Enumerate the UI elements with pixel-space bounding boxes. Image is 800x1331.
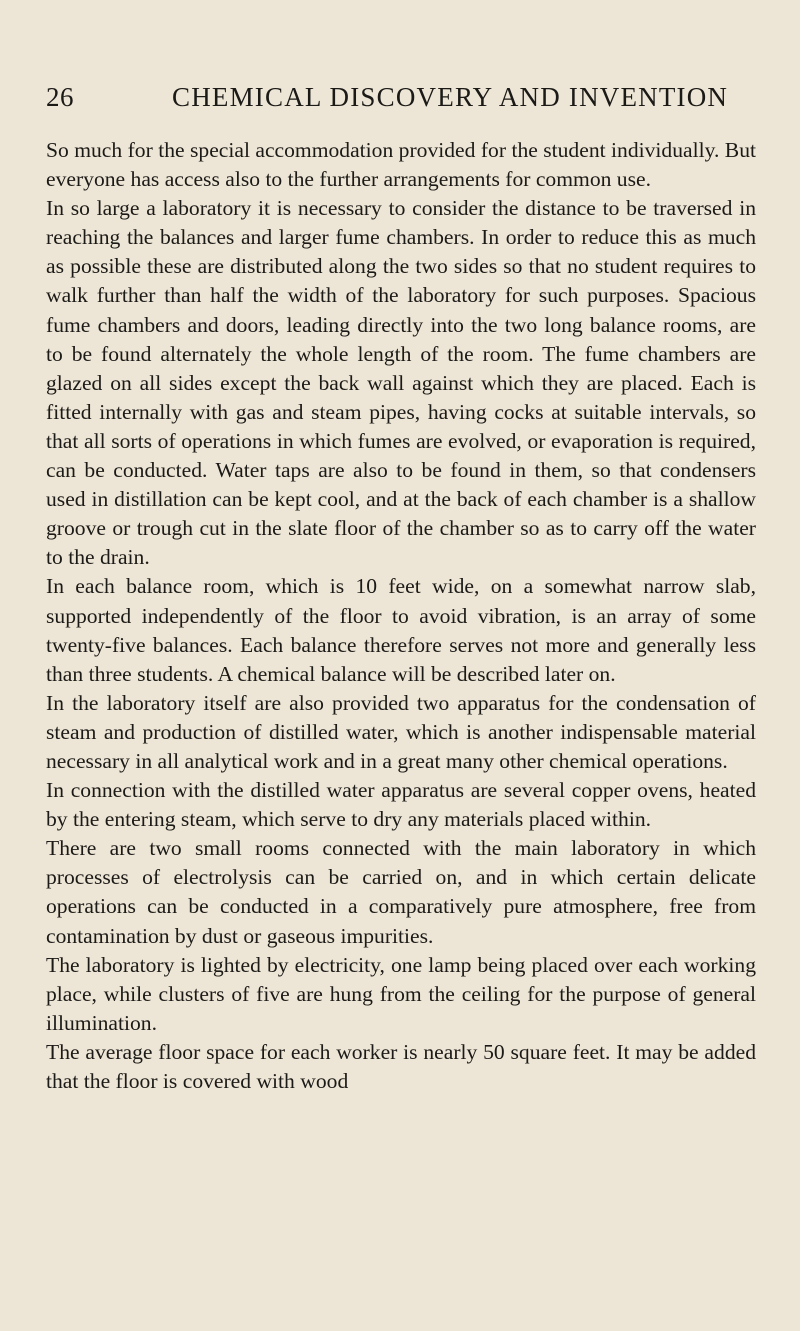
paragraph-8: The average floor space for each worker is nearly 50 square feet. It may be added that the floor is covered with wood bbox=[46, 1039, 756, 1093]
paragraph-1: So much for the special accommodation provided for the student individually. But everyone has access also to the further arrangements for common use. bbox=[46, 138, 756, 192]
paragraph-4: In the laboratory itself are also provided two apparatus for the condensation of steam and production of distilled water, which is another indispensable material necessary in all analytical work and in a great many other chemical operations. bbox=[46, 690, 756, 773]
paragraph-6: There are two small rooms connected with the main laboratory in which processes of electrolysis can be carried on, and in which certain delicate operations can be conducted in a comparatively pure atmosphere, free from contamination by dust or gaseous impurities. bbox=[46, 836, 756, 948]
paragraph-3: In each balance room, which is 10 feet wide, on a somewhat narrow slab, supported independently of the floor to avoid vibration, is an array of some twenty-five balances. Each balance therefore serves not more and generally less than three students. A chemical balance will be described later on. bbox=[46, 574, 756, 686]
page-header bbox=[46, 82, 756, 122]
paragraph-5: In connection with the distilled water apparatus are several copper ovens, heated by the entering steam, which serve to dry any materials placed within. bbox=[46, 778, 756, 832]
running-title: CHEMICAL DISCOVERY AND INVENTION bbox=[172, 82, 729, 112]
paragraph-7: The laboratory is lighted by electricity, one lamp being placed over each working place, while clusters of five are hung from the ceiling for the purpose of general illumination. bbox=[46, 952, 756, 1035]
paragraph-2: In so large a laboratory it is necessary to consider the distance to be traversed in reaching the balances and larger fume chambers. In order to reduce this as much as possible these are distributed along the two sides so that no student requires to walk further than half the width of the laboratory for such purposes. Spacious fume chambers and doors, leading directly into the two long balance rooms, are to be found alternately the whole length of the room. The fume chambers are glazed on all sides except the back wall against which they are placed. Each is fitted internally with gas and steam pipes, having cocks at suitable intervals, so that all sorts of operations in which fumes are evolved, or evaporation is required, can be conducted. Water taps are also to be found in them, so that condensers used in distillation can be kept cool, and at the back of each chamber is a shallow groove or trough cut in the slate floor of the chamber so as to carry off the water to the drain. bbox=[46, 196, 756, 570]
page-number: 26 bbox=[46, 82, 74, 112]
body-text bbox=[46, 136, 756, 1096]
